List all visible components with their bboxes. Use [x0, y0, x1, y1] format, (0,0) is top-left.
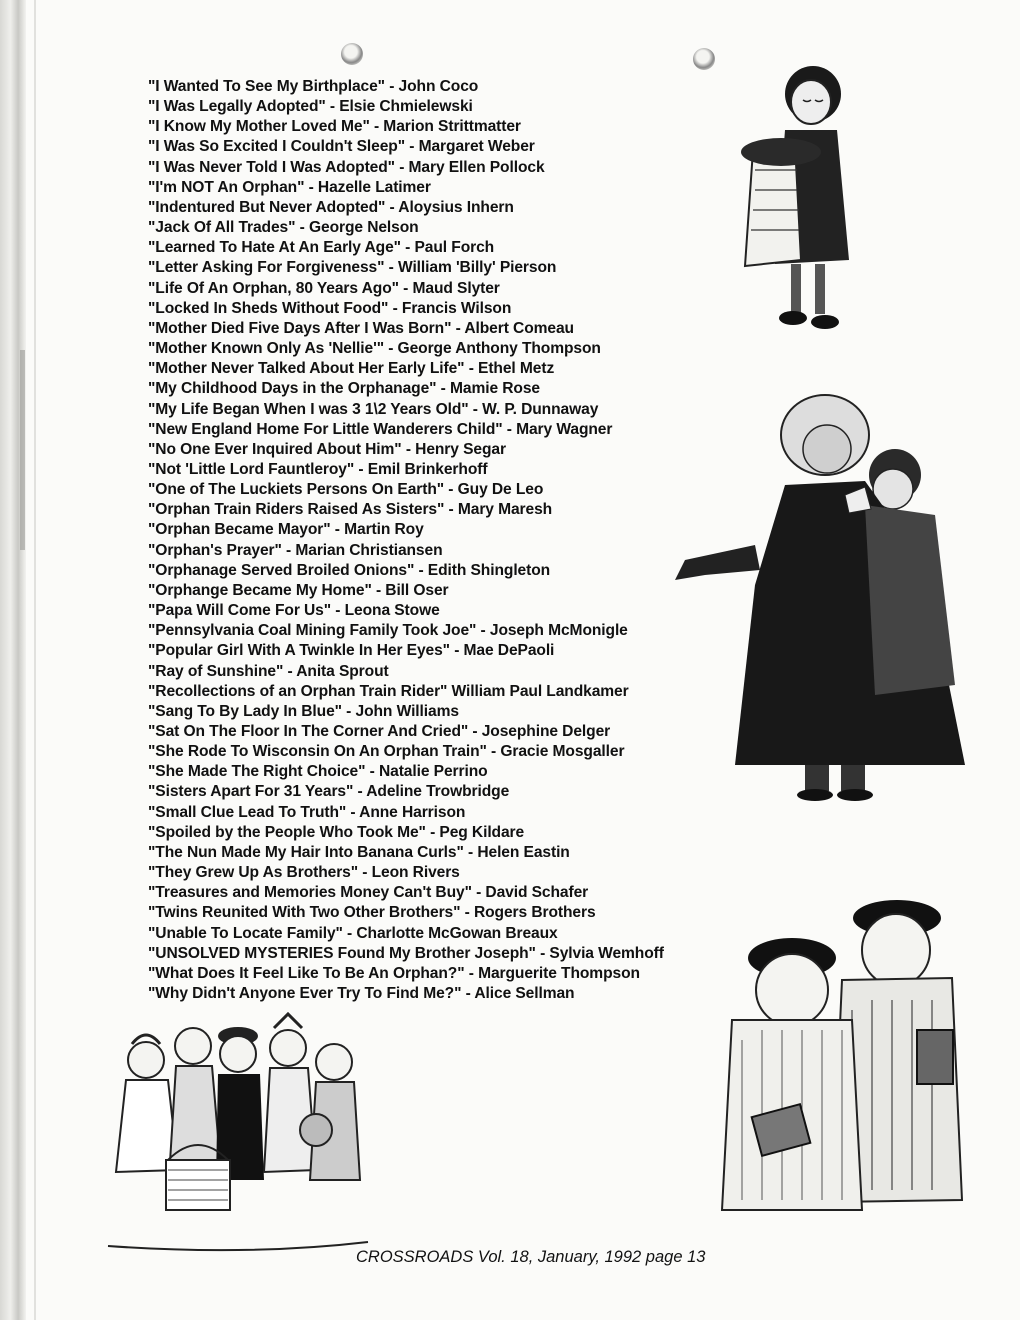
- story-title-item: "My Childhood Days in the Orphanage" - Mamie Rose: [148, 380, 540, 398]
- story-title-item: "I Wanted To See My Birthplace" - John Coco: [148, 78, 479, 95]
- two-boys-with-books-illustration: [712, 890, 962, 1220]
- story-title-item: "Papa Will Come For Us" - Leona Stowe: [148, 602, 440, 620]
- punch-hole-right: [693, 48, 715, 70]
- page-footer: CROSSROADS Vol. 18, January, 1992 page 13: [356, 1248, 706, 1266]
- story-title-item: "Indentured But Never Adopted" - Aloysius Inhern: [148, 198, 514, 216]
- story-title-item: "Locked In Sheds Without Food" - Francis Wilson: [148, 299, 512, 317]
- story-title-item: "Twins Reunited With Two Other Brothers" - Rogers Brothers: [148, 904, 596, 922]
- story-title-item: "Orphan's Prayer" - Marian Christiansen: [148, 541, 443, 559]
- story-title-item: "She Made The Right Choice" - Natalie Perrino: [148, 763, 488, 781]
- story-title-item: "Orphange Became My Home" - Bill Oser: [148, 581, 449, 599]
- punch-hole-left: [341, 43, 363, 65]
- story-title-item: "Orphan Became Mayor" - Martin Roy: [148, 521, 424, 539]
- story-title-item: "Jack Of All Trades" - George Nelson: [148, 219, 419, 237]
- story-title-item: "Unable To Locate Family" - Charlotte McGowan Breaux: [148, 924, 558, 942]
- binding-line: [34, 0, 36, 1320]
- story-title-item: "My Life Began When I was 3 1\2 Years Old" - W. P. Dunnaway: [148, 400, 599, 418]
- page-fold-shadow: [20, 350, 25, 550]
- story-title-item: "Orphanage Served Broiled Onions" - Edith Shingleton: [148, 561, 551, 579]
- story-title-item: "I Was Legally Adopted" - Elsie Chmielewski: [148, 98, 473, 116]
- story-title-item: "Orphan Train Riders Raised As Sisters" - Mary Maresh: [148, 501, 553, 519]
- story-title-item: "Sat On The Floor In The Corner And Cried" - Josephine Delger: [148, 723, 611, 740]
- story-title-item: "Not 'Little Lord Fauntleroy" - Emil Brinkerhoff: [148, 460, 488, 478]
- story-title-item: "Sisters Apart For 31 Years" - Adeline Trowbridge: [148, 783, 510, 801]
- story-title-item: "UNSOLVED MYSTERIES Found My Brother Joseph" - Sylvia Wemhoff: [148, 944, 664, 962]
- group-of-children-illustration: [98, 1010, 388, 1260]
- story-title-item: "I Know My Mother Loved Me" - Marion Strittmatter: [148, 118, 521, 136]
- story-title-list: [148, 77, 708, 1004]
- binding-edge: [0, 0, 26, 1320]
- story-title-item: "Learned To Hate At An Early Age" - Paul Forch: [148, 239, 495, 257]
- story-title-item: "One of The Luckiets Persons On Earth" - Guy De Leo: [148, 481, 544, 499]
- story-title-item: "Treasures and Memories Money Can't Buy" - David Schafer: [148, 884, 589, 902]
- story-title-item: "Life Of An Orphan, 80 Years Ago" - Maud Slyter: [148, 279, 500, 297]
- story-title-item: "Popular Girl With A Twinkle In Her Eyes" - Mae DePaoli: [148, 642, 555, 660]
- story-title-item: "Letter Asking For Forgiveness" - William 'Billy' Pierson: [148, 259, 557, 277]
- story-title-item: "Recollections of an Orphan Train Rider" William Paul Landkamer: [148, 682, 629, 700]
- story-title-item: "Mother Died Five Days After I Was Born" - Albert Comeau: [148, 319, 574, 337]
- story-title-item: "Small Clue Lead To Truth" - Anne Harrison: [148, 803, 466, 821]
- story-title-item: "The Nun Made My Hair Into Banana Curls" - Helen Eastin: [148, 843, 570, 861]
- story-title-item: "Pennsylvania Coal Mining Family Took Joe" - Joseph McMonigle: [148, 622, 628, 640]
- story-title-item: "What Does It Feel Like To Be An Orphan?" - Marguerite Thompson: [148, 964, 640, 982]
- story-title-item: "I Was Never Told I Was Adopted" - Mary Ellen Pollock: [148, 158, 545, 176]
- story-title-item: "Sang To By Lady In Blue" - John Williams: [148, 702, 459, 720]
- story-title-item: "New England Home For Little Wanderers Child" - Mary Wagner: [148, 420, 613, 438]
- story-title-item: "I Was So Excited I Couldn't Sleep" - Margaret Weber: [148, 138, 535, 156]
- story-title-item: "Mother Never Talked About Her Early Life" - Ethel Metz: [148, 360, 555, 378]
- story-title-item: "Ray of Sunshine" - Anita Sprout: [148, 662, 389, 680]
- two-girls-in-bonnets-illustration: [665, 385, 965, 805]
- story-title-item: "Why Didn't Anyone Ever Try To Find Me?" - Alice Sellman: [148, 985, 575, 1003]
- story-title-item: "I'm NOT An Orphan" - Hazelle Latimer: [148, 178, 431, 196]
- story-title-item: "Mother Known Only As 'Nellie'" - George Anthony Thompson: [148, 340, 601, 358]
- story-title-item: "No One Ever Inquired About Him" - Henry Segar: [148, 440, 506, 458]
- story-title-item: "They Grew Up As Brothers" - Leon Rivers: [148, 864, 460, 882]
- story-title-item: "Spoiled by the People Who Took Me" - Peg Kildare: [148, 823, 525, 841]
- story-title-item: "She Rode To Wisconsin On An Orphan Train" - Gracie Mosgaller: [148, 743, 625, 761]
- girl-with-doll-illustration: [725, 60, 875, 340]
